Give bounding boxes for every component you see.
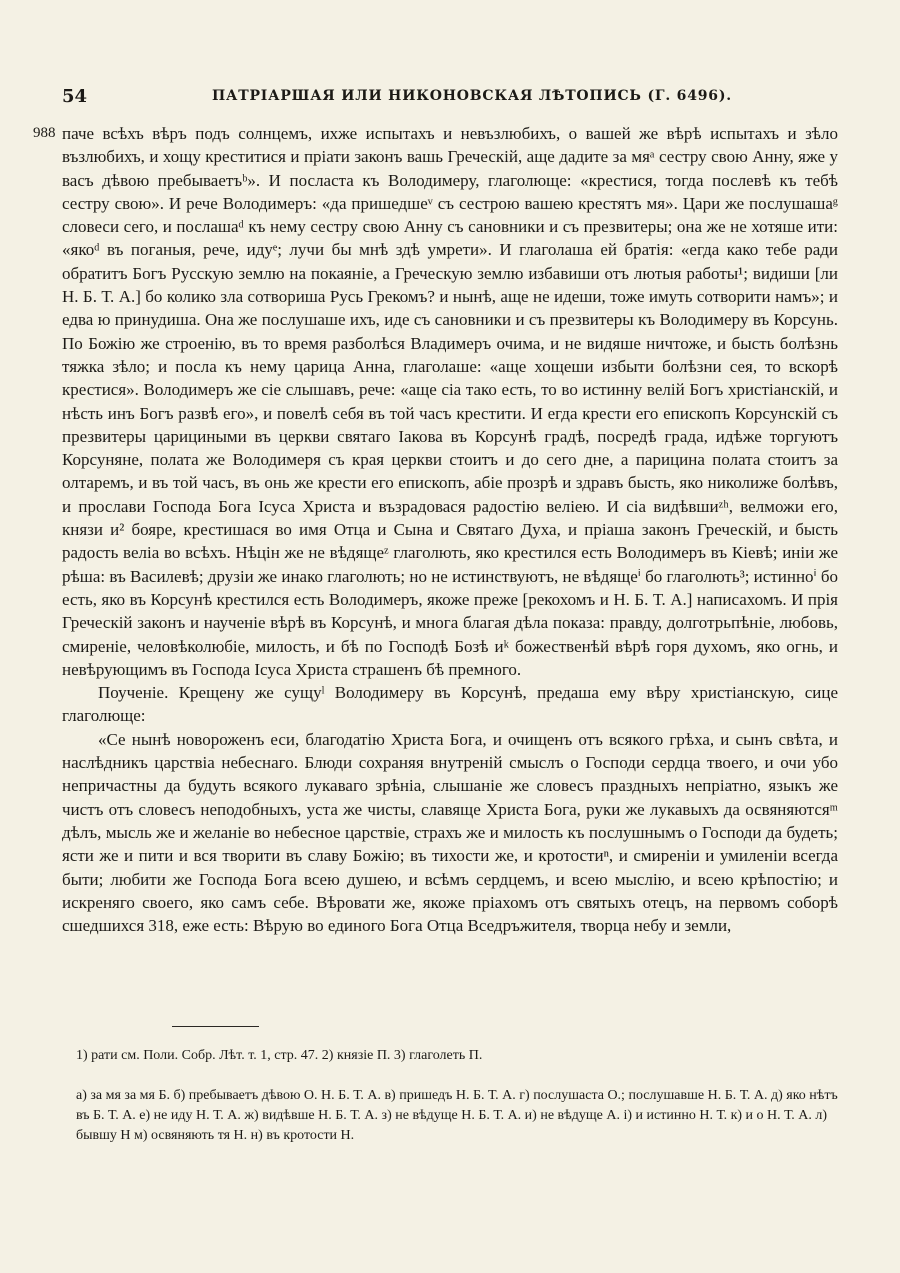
- page-header: [62, 86, 842, 112]
- footnote-numbered: 1) рати см. Поли. Собр. Лѣт. т. 1, стр. 47. 2) князіе П. 3) глаголеть П.: [76, 1048, 483, 1063]
- main-text: [62, 122, 838, 937]
- footnote-variants: а) за мя за мя Б. б) пребываетъ дѣвою О. Н. Б. Т. А. в) пришедъ Н. Б. Т. А. г) послушаста О.; послушавше Н. Б. Т. А. д) яко нѣтъ въ Б. Т. А. е) не иду Н. Т. А. ж) видѣвше Н. Б. Т. А. з) не вѣдуще Н. Б. Т. А. и) не вѣдуще А. і) и истинно Н. Т. к) и о Н. Т. А. л) бывшу Н м) освяняють тя Н. н) въ кротости Н.: [76, 1088, 838, 1143]
- running-title: ПАТРІАРШАЯ ИЛИ НИКОНОВСКАЯ ЛѢТОПИСЬ (Г. 6496).: [212, 88, 732, 104]
- paragraph: паче всѣхъ вѣръ подъ солнцемъ, ихже испытахъ и невъзлюбихъ, о вашей же вѣрѣ испытахъ и зѣло възлюбихъ, и хощу креститися и пріати законъ вашь Греческій, аще дадите за мяᵃ сестру свою Анну, яже у васъ дѣвою пребываетъᵇ». И посласта къ Володимеру, глаголюще: «крестися, тогда послевѣ къ тебѣ сестру свою». И рече Володимеръ: «да пришедшеᵛ съ сестрою вашею крестятъ мя». Цари же послушашаᵍ словеси сего, и послашаᵈ къ нему сестру свою Анну съ сановники и съ презвитеры; она же не хотяше ити: «якоᵈ въ поганыя, рече, идуᵉ; лучи бы мнѣ здѣ умрети». И глаголаша ей братія: «егда како тебе ради обратитъ Богъ Русскую землю на покаяніе, а Греческую землю избавиши отъ лютыя работы¹; видиши [ли Н. Б. Т. А.] бо колико зла сотвориша Русь Грекомъ? и нынѣ, аще не идеши, тоже имуть сотворити намъ»; и едва ю принудиша. Она же послушаше ихъ, иде съ сановники и съ презвитеры къ Володимеру въ Корсунь. По Божію же строенію, въ то время разболѣся Владимеръ очима, и не видяше ничтоже, и бысть болѣзнь тяжка зѣло; и посла къ нему царица Анна, глаголаше: «аще хощеши избыти болѣзни сея, то вскорѣ крестися». Володимеръ же сіе слышавъ, рече: «аще сіа тако есть, то во истинну велій Богъ христіанскій, и нѣсть инъ Богъ развѣ его», и повелѣ себя въ той часъ крестити. И егда крести его епископъ Корсунскій съ презвитеры царициными въ церкви святаго Іакова въ Корсунѣ градѣ, посредѣ града, идѣже торгуютъ Корсуняне, полата же Володимеря съ края церкви стоитъ и до сего дне, а парицина полата стоитъ за олтаремъ, и въ той часъ, въ онь же крести его епископъ, абіе прозрѣ и здравъ бысть, яко николиже болѣвъ, и прослави Господа Бога Ісуса Христа и възрадовася радостію веліею. И сіа видѣвшиᶻʰ, велможи его, князи и² бояре, крестишася во имя Отца и Сына и Святаго Духа, и пріаша законъ Греческій, и бысть радость веліа во всѣхъ. Нѣцін же не вѣдящеᶻ глаголють, яко крестился есть Володимеръ въ Кіевѣ; иніи же рѣша: въ Василевѣ; друзіи же инако глаголють; но не истинствуютъ, не вѣдящеⁱ бо глаголють³; истинноⁱ бо есть, яко въ Корсунѣ крестился есть Володимеръ, якоже преже [рекохомъ и Н. Б. Т. А.] написахомъ. И прія Греческій законъ и наученіе вѣрѣ въ Корсунѣ, и многа благая дѣла показа: правду, долготрьпѣніе, любовь, смиреніе, человѣколюбіе, милость, и бѣ по Господѣ Бозѣ иᵏ божественѣй вѣрѣ горя духомъ, яко огнь, и невѣрующимъ въ Господа Ісуса Христа страшенъ бѣ премного.: [62, 124, 838, 679]
- footnotes: [62, 1046, 838, 1146]
- paragraph: «Се нынѣ новороженъ еси, благодатію Христа Бога, и очищенъ отъ всякого грѣха, и сынъ свѣта, и наслѣдникъ царствіа небеснаго. Блюди сохраняя внутреній смыслъ о Господи сердца твоего, и очи убо непричастны да будуть всякого лукаваго зрѣніа, слышаніе же словесъ праздныхъ непріатно, языкъ же чистъ отъ словесъ неподобныхъ, уста же чисты, славяще Христа Бога, руки же лукавыхъ да освяняютсяᵐ дѣлъ, мысль же и желаніе во небесное царствіе, страхъ же и милость къ послушнымъ о Господи да будеть; ясти же и пити и вся творити въ славу Божію; въ тихости же, и кротостиⁿ, и смиреніи и умиленіи всегда быти; любити же Господа Бога всею душею, и всѣмъ сердцемъ, и всею мыслію, и всею крѣпостію; и искреняго своего, яко самъ себе. Вѣровати же, якоже пріахомъ отъ святыхъ отецъ, на первомъ соборѣ сшедшихся 318, еже есть: Вѣрую во единого Бога Отца Вседръжителя, творца небу и земли,: [62, 729, 838, 936]
- paragraph-heading-instruction: Поученіе. Крещену же сущуˡ Володимеру въ Корсунѣ, предаша ему вѣру христіанскую, сице глаголюще:: [62, 683, 838, 726]
- footnote-divider: [172, 1026, 259, 1027]
- page-number: 54: [62, 86, 88, 107]
- margin-year: 988: [33, 125, 56, 141]
